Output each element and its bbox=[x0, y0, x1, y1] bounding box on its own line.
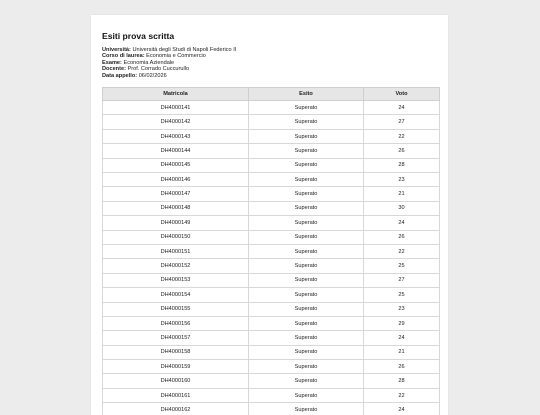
table-row bbox=[103, 144, 440, 158]
info-label: Data appello: bbox=[102, 72, 138, 79]
cell-voto: 22 bbox=[364, 129, 440, 143]
cell-esito: Superato bbox=[249, 129, 364, 143]
cell-matricola: DH4000160 bbox=[103, 374, 249, 388]
cell-matricola: DH4000154 bbox=[103, 288, 249, 302]
cell-voto: 21 bbox=[364, 345, 440, 359]
info-label: Docente: bbox=[102, 66, 126, 73]
cell-voto: 29 bbox=[364, 316, 440, 330]
cell-voto: 22 bbox=[364, 244, 440, 258]
table-row bbox=[103, 316, 440, 330]
info-value: Prof. Corrado Cuccurullo bbox=[127, 66, 190, 73]
cell-voto: 22 bbox=[364, 388, 440, 402]
header-esito: Esito bbox=[249, 88, 364, 101]
cell-matricola: DH4000158 bbox=[103, 345, 249, 359]
table-row bbox=[103, 288, 440, 302]
cell-matricola: DH4000157 bbox=[103, 331, 249, 345]
cell-esito: Superato bbox=[249, 374, 364, 388]
cell-voto: 21 bbox=[364, 187, 440, 201]
cell-esito: Superato bbox=[249, 172, 364, 186]
cell-voto: 24 bbox=[364, 101, 440, 115]
exam-info bbox=[102, 47, 437, 79]
cell-esito: Superato bbox=[249, 115, 364, 129]
table-row bbox=[103, 388, 440, 402]
table-row bbox=[103, 244, 440, 258]
cell-esito: Superato bbox=[249, 360, 364, 374]
cell-esito: Superato bbox=[249, 259, 364, 273]
cell-matricola: DH4000142 bbox=[103, 115, 249, 129]
table-row bbox=[103, 187, 440, 201]
cell-matricola: DH4000150 bbox=[103, 230, 249, 244]
info-label: Esame: bbox=[102, 59, 122, 66]
header-matricola: Matricola bbox=[103, 88, 249, 101]
cell-esito: Superato bbox=[249, 244, 364, 258]
cell-matricola: DH4000151 bbox=[103, 244, 249, 258]
cell-matricola: DH4000156 bbox=[103, 316, 249, 330]
table-row bbox=[103, 230, 440, 244]
cell-esito: Superato bbox=[249, 101, 364, 115]
page-title: Esiti prova scritta bbox=[102, 31, 175, 41]
info-value: Università degli Studi di Napoli Federico II bbox=[132, 47, 237, 53]
cell-matricola: DH4000141 bbox=[103, 101, 249, 115]
cell-esito: Superato bbox=[249, 316, 364, 330]
info-value: Economia e Commercio bbox=[146, 53, 206, 60]
table-row bbox=[103, 158, 440, 172]
table-row bbox=[103, 172, 440, 186]
info-value: Economia Aziendale bbox=[123, 59, 175, 66]
cell-matricola: DH4000146 bbox=[103, 172, 249, 186]
table-row bbox=[103, 101, 440, 115]
table-row bbox=[103, 129, 440, 143]
cell-voto: 25 bbox=[364, 288, 440, 302]
document-page bbox=[91, 15, 448, 415]
table-row bbox=[103, 331, 440, 345]
cell-esito: Superato bbox=[249, 144, 364, 158]
table-row bbox=[103, 360, 440, 374]
cell-matricola: DH4000161 bbox=[103, 388, 249, 402]
cell-voto: 26 bbox=[364, 144, 440, 158]
results-table bbox=[102, 87, 440, 415]
cell-voto: 27 bbox=[364, 273, 440, 287]
table-row bbox=[103, 216, 440, 230]
cell-matricola: DH4000144 bbox=[103, 144, 249, 158]
cell-matricola: DH4000159 bbox=[103, 360, 249, 374]
cell-matricola: DH4000147 bbox=[103, 187, 249, 201]
cell-voto: 24 bbox=[364, 216, 440, 230]
cell-voto: 28 bbox=[364, 158, 440, 172]
cell-voto: 23 bbox=[364, 302, 440, 316]
table-row bbox=[103, 201, 440, 215]
cell-esito: Superato bbox=[249, 388, 364, 402]
cell-esito: Superato bbox=[249, 187, 364, 201]
info-value: 06/02/2026 bbox=[138, 72, 167, 79]
table-header-row bbox=[103, 88, 440, 101]
table-row bbox=[103, 115, 440, 129]
cell-matricola: DH4000155 bbox=[103, 302, 249, 316]
cell-voto: 24 bbox=[364, 331, 440, 345]
cell-esito: Superato bbox=[249, 345, 364, 359]
cell-voto: 24 bbox=[364, 403, 440, 415]
cell-matricola: DH4000162 bbox=[103, 403, 249, 415]
header-voto: Voto bbox=[364, 88, 440, 101]
table-row bbox=[103, 302, 440, 316]
cell-voto: 27 bbox=[364, 115, 440, 129]
cell-esito: Superato bbox=[249, 302, 364, 316]
cell-esito: Superato bbox=[249, 201, 364, 215]
cell-voto: 30 bbox=[364, 201, 440, 215]
info-label: Corso di laurea: bbox=[102, 53, 145, 60]
info-line bbox=[102, 73, 437, 79]
cell-esito: Superato bbox=[249, 403, 364, 415]
cell-matricola: DH4000148 bbox=[103, 201, 249, 215]
cell-voto: 28 bbox=[364, 374, 440, 388]
table-row bbox=[103, 259, 440, 273]
cell-esito: Superato bbox=[249, 273, 364, 287]
cell-voto: 26 bbox=[364, 360, 440, 374]
info-label: Università: bbox=[102, 47, 131, 53]
cell-esito: Superato bbox=[249, 331, 364, 345]
cell-matricola: DH4000152 bbox=[103, 259, 249, 273]
table-row bbox=[103, 273, 440, 287]
cell-matricola: DH4000145 bbox=[103, 158, 249, 172]
cell-esito: Superato bbox=[249, 216, 364, 230]
table-row bbox=[103, 374, 440, 388]
cell-esito: Superato bbox=[249, 230, 364, 244]
cell-voto: 26 bbox=[364, 230, 440, 244]
cell-esito: Superato bbox=[249, 158, 364, 172]
cell-voto: 25 bbox=[364, 259, 440, 273]
cell-matricola: DH4000153 bbox=[103, 273, 249, 287]
cell-voto: 23 bbox=[364, 172, 440, 186]
cell-matricola: DH4000143 bbox=[103, 129, 249, 143]
cell-matricola: DH4000149 bbox=[103, 216, 249, 230]
cell-esito: Superato bbox=[249, 288, 364, 302]
table-row bbox=[103, 345, 440, 359]
